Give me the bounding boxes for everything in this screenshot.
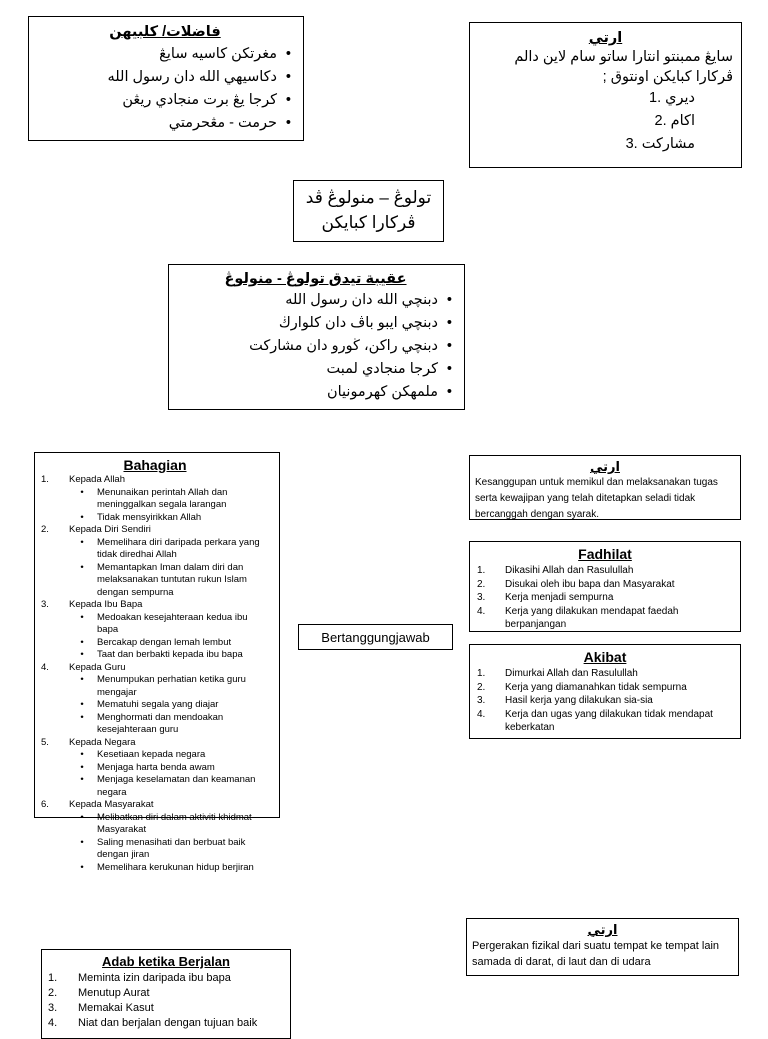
adab-berjalan-box [41, 949, 291, 1039]
jawi-akibat-list [179, 289, 452, 404]
bahagian-list [39, 474, 271, 874]
bahagian-section-label: Kepada Allah [69, 474, 125, 485]
list-item: 1. Meminta izin daripada ibu bapa [48, 972, 231, 984]
bahagian-section: 6. Kepada Masyarakat • Melibatkan diri dalam aktiviti khidmat Masyarakat • Saling menasihati dan berbuat baik dengan jiran • Memelihara kerukunan hidup berjiran [39, 799, 271, 874]
list-item: • كرجا يڠ برت منجادي ريڠن [39, 89, 291, 112]
list-item: • Tidak mensyirikkan Allah [80, 511, 202, 523]
jawi-fadhilat-list [39, 43, 291, 135]
list-item: • Taat dan berbakti kepada ibu bapa [80, 649, 243, 660]
adab-title: Adab ketika Berjalan [102, 954, 230, 969]
list-item: 1. Dimurkai Allah dan Rasulullah [477, 668, 638, 679]
jawi-erti-line: ڤركارا كبايكن اونتوق ; [602, 69, 733, 85]
list-item: 3. Hasil kerja yang dilakukan sia-sia [477, 695, 653, 706]
erti-berjalan-box [466, 918, 739, 976]
bertanggungjawab-label: Bertanggungjawab [321, 630, 430, 645]
list-item: • دبنچي الله دان رسول الله [179, 289, 452, 312]
akibat-title: Akibat [583, 649, 627, 665]
list-item: 3. Kerja menjadi sempurna [477, 592, 614, 603]
list-item: • حرمت - مڠحرمتي [39, 112, 291, 135]
bahagian-section-label: Kepada Ibu Bapa [69, 599, 143, 610]
fadhilat-list [475, 564, 735, 632]
jawi-fadhilat-box [28, 16, 304, 141]
list-item: 3. Memakai Kasut [48, 1002, 154, 1014]
erti-box [469, 455, 741, 520]
list-item: • دبنچي راكن، ڬورو دان مشاركت [179, 335, 452, 358]
list-item: • Memelihara diri daripada perkara yang tidak diredhai Allah [80, 536, 260, 560]
bahagian-section-label: Kepada Diri Sendiri [69, 524, 151, 535]
jawi-akibat-box [168, 264, 465, 410]
list-item: • Kesetiaan kepada negara [80, 749, 206, 760]
jawi-erti-item: مشاركت .3 [625, 136, 695, 152]
list-item: 2. Kerja yang diamanahkan tidak sempurna [477, 681, 687, 693]
erti-text: Kesanggupan untuk memikul dan melaksanakan tugas serta kewajipan yang telah ditetapkan seladi tidak bercanggah dengan syarak. [475, 477, 718, 520]
bertanggungjawab-box [298, 624, 453, 650]
list-item: • Saling menasihati dan berbuat baik dengan jiran [80, 836, 246, 860]
list-item: • Mematuhi segala yang diajar [80, 699, 219, 710]
bahagian-section: 4. Kepada Guru • Menumpukan perhatian ketika guru mengajar • Mematuhi segala yang diajar • Menghormati dan mendoakan kesejahteraan guru [39, 662, 271, 737]
akibat-list [475, 667, 735, 735]
list-item: • Menghormati dan mendoakan kesejahteraan guru [80, 711, 224, 735]
bahagian-section-label: Kepada Guru [69, 661, 126, 673]
list-item: • Menumpukan perhatian ketika guru mengajar [80, 674, 246, 698]
jawi-erti-item: اكام .2 [654, 113, 695, 129]
erti-title: ارتي [590, 459, 620, 474]
list-item: 4. Niat dan berjalan dengan tujuan baik [48, 1017, 258, 1029]
list-item: • Memantapkan Iman dalam diri dan melaksanakan tuntutan rukun Islam dengan sempurna [80, 561, 247, 598]
bahagian-section: 5. Kepada Negara • Kesetiaan kepada negara • Menjaga harta benda awam • Menjaga keselamatan dan keamanan negara [39, 737, 271, 800]
jawi-erti-line: سايڠ ممبنتو انتارا ساتو سام لاين دالم [514, 49, 733, 65]
erti-berjalan-text: Pergerakan fizikal dari suatu tempat ke tempat lain samada di darat, di laut dan di udara [472, 940, 720, 968]
fadhilat-box [469, 541, 741, 632]
list-item: 4. Kerja yang dilakukan mendapat faedah berpanjangan [477, 605, 679, 630]
list-item: 1. Dikasihi Allah dan Rasulullah [477, 565, 634, 576]
list-item: • Medoakan kesejahteraan kedua ibu bapa [80, 611, 248, 635]
jawi-erti-item: ديري .1 [649, 90, 695, 106]
jawi-akibat-title: عقيبة تيدق تولوڠ - منولوڠ [224, 271, 407, 287]
bahagian-section-label: Kepada Masyarakat [69, 799, 154, 810]
centre-title-box [293, 180, 444, 242]
list-item: • Memelihara kerukunan hidup berjiran [80, 861, 254, 873]
list-item: • دبنچي ايبو باڤ دان كلوارڬ [179, 312, 452, 335]
list-item: • مغرتكن كاسيه سايڠ [39, 43, 291, 66]
bahagian-section: 3. Kepada Ibu Bapa • Medoakan kesejahteraan kedua ibu bapa • Bercakap dengan lemah lembut • Taat dan berbakti kepada ibu bapa [39, 599, 271, 662]
centre-title-line: تولوڠ – منولوڠ ڤد [305, 188, 432, 207]
jawi-fadhilat-title: فاضلات/ كلبيهن [109, 24, 221, 40]
bahagian-section-label: Kepada Negara [69, 736, 136, 748]
bahagian-title: Bahagian [123, 457, 187, 473]
list-item: • Menjaga harta benda awam [80, 761, 215, 773]
bahagian-section: 1. Kepada Allah • Menunaikan perintah Allah dan meninggalkan segala larangan • Tidak mensyirikkan Allah [39, 474, 271, 524]
akibat-box [469, 644, 741, 739]
list-item: • كرجا منجادي لمبت [179, 358, 452, 381]
list-item: 2. Menutup Aurat [48, 987, 150, 999]
list-item: • Bercakap dengan lemah lembut [80, 636, 232, 648]
erti-berjalan-title: ارتي [587, 922, 618, 937]
list-item: 2. Disukai oleh ibu bapa dan Masyarakat [477, 578, 675, 590]
centre-title-line: ڤركارا كبايكن [321, 213, 416, 232]
list-item: • دكاسيهي الله دان رسول الله [39, 66, 291, 89]
list-item: 4. Kerja dan ugas yang dilakukan tidak mendapat keberkatan [477, 708, 713, 733]
list-item: • Melibatkan diri dalam aktiviti khidmat Masyarakat [80, 811, 252, 835]
list-item: • ملمهكن كهرمونيان [179, 381, 452, 404]
list-item: • Menjaga keselamatan dan keamanan negara [80, 774, 256, 798]
jawi-erti-box [469, 22, 742, 168]
list-item: • Menunaikan perintah Allah dan meninggalkan segala larangan [80, 486, 228, 510]
fadhilat-title: Fadhilat [578, 546, 632, 562]
adab-list [48, 971, 284, 1031]
bahagian-section: 2. Kepada Diri Sendiri • Memelihara diri daripada perkara yang tidak diredhai Allah • Memantapkan Iman dalam diri dan melaksanakan tuntutan rukun Islam dengan sempurna [39, 524, 271, 599]
jawi-erti-title: ارتي [588, 30, 623, 46]
bahagian-box [34, 452, 280, 873]
